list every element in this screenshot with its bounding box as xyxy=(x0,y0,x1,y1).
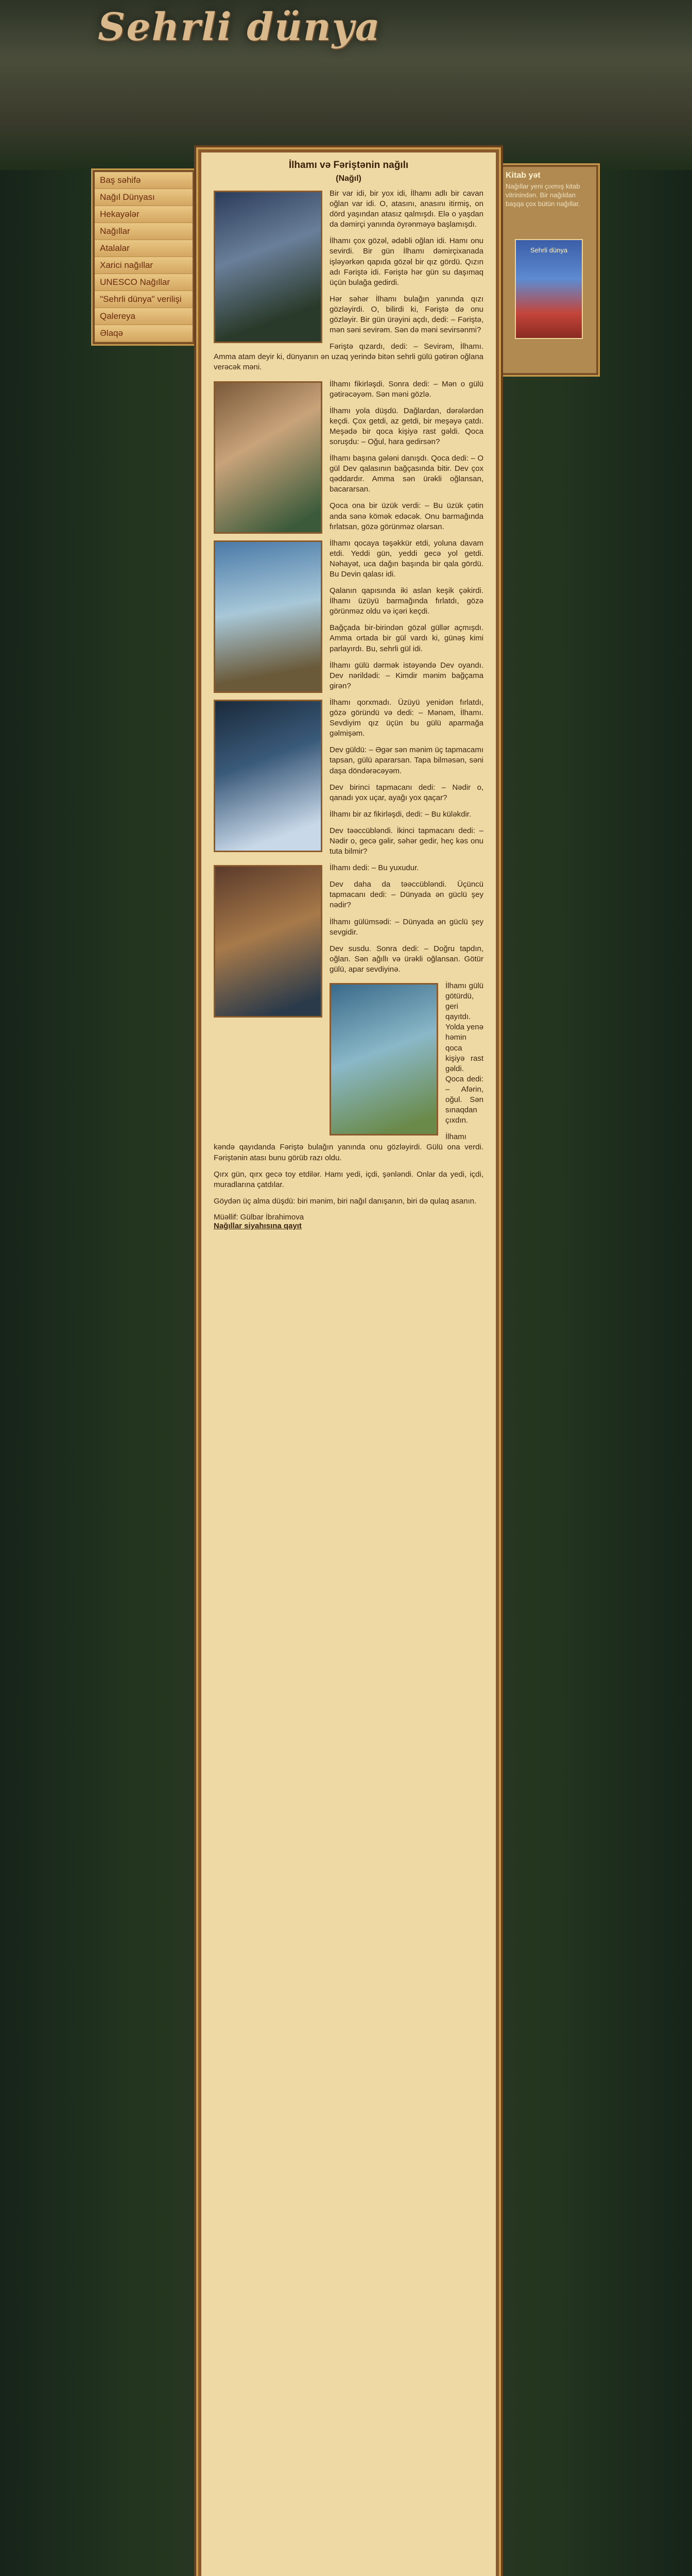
author-label: Müəllif: Gülbar İbrahimova xyxy=(214,1212,304,1222)
paragraph: İlhamı gülü götürdü, geri qayıtdı. Yolda yenə həmin qoca kişiyə rast gəldi. Qoca dedi: – Afərin, oğul. Sən sınaqdan çıxdın. xyxy=(445,981,483,1125)
paragraph: İlhamı dedi: – Bu yuxudur. xyxy=(330,863,419,873)
nav-item-tale-world[interactable]: Nağıl Dünyası xyxy=(95,189,193,206)
nav-item-home[interactable]: Baş səhifə xyxy=(95,172,193,189)
illustration-image xyxy=(214,381,322,534)
nav-item-contact[interactable]: Əlaqə xyxy=(95,325,193,342)
paragraph: İlhamı qocaya təşəkkür etdi, yoluna davam etdi. Yeddi gün, yeddi gecə yol getdi. Nəhayət, uca dağın başında bir qala gördü. Bu Devin qalası idi. xyxy=(330,538,483,579)
paragraph: Dev birinci tapmacanı dedi: – Nədir o, qanadı yox uçar, ayağı yox qaçar? xyxy=(330,783,483,802)
paragraph: Bağçada bir-birindən gözəl güllər açmışdı. Amma ortada bir gül vardı ki, günəş kimi parlayırdı. Bu, sehrli gül idi. xyxy=(330,623,483,653)
book-cover-image[interactable] xyxy=(515,239,583,339)
illustration-image xyxy=(330,983,438,1136)
back-to-list-link[interactable]: Nağıllar siyahısına qayıt xyxy=(214,1221,302,1230)
left-navigation xyxy=(93,170,195,344)
book-title: Sehrli dünya xyxy=(530,246,568,254)
paragraph: İlhamı fikirləşdi. Sonra dedi: – Mən o gülü gətirəcəyəm. Sən məni gözlə. xyxy=(330,379,483,399)
paragraph: İlhamı gülümsədi: – Dünyada ən güclü şey sevgidir. xyxy=(330,917,483,937)
illustration-image xyxy=(214,540,322,693)
paragraph: Dev təəccübləndi. İkinci tapmacanı dedi: – Nədir o, gecə gəlir, səhər gedir, heç kəs onu tuta bilmir? xyxy=(330,826,483,856)
article-footer xyxy=(201,1213,496,1241)
paragraph: İlhamı yola düşdü. Dağlardan, dərələrdən keçdi. Çox getdi, az getdi, bir meşəyə çatdı. Meşədə bir qoca kişiyə rast gəldi. Qoca soruşdu: – Oğul, hara gedirsən? xyxy=(330,406,483,446)
paragraph: Fəriştə qızardı, dedi: – Sevirəm, İlhamı. Amma atam deyir ki, dünyanın ən uzaq yerində bitən sehrli gülü gətirən oğlana verəcək məni. xyxy=(214,342,483,372)
paragraph: Göydən üç alma düşdü: biri mənim, biri nağıl danışanın, biri də qulaq asanın. xyxy=(214,1196,477,1206)
nav-item-tales[interactable]: Nağıllar xyxy=(95,223,193,240)
paragraph: İlhamı qorxmadı. Üzüyü yenidən fırlatdı, gözə göründü və dedi: – Mənəm, İlhamı. Sevdiyim qız üçün bu gülü aparmağa gəlmişəm. xyxy=(330,698,483,738)
nav-item-foreign-tales[interactable]: Xarici nağıllar xyxy=(95,257,193,274)
paragraph: İlhamı gülü dərmək istəyəndə Dev oyandı. Dev nərildədi: – Kimdir mənim bağçama girən? xyxy=(330,660,483,690)
paragraph: Dev susdu. Sonra dedi: – Doğru tapdın, oğlan. Sən ağıllı və ürəkli oğlansan. Götür gülü, apar sevdiyinə. xyxy=(330,944,483,974)
article-panel xyxy=(198,149,499,2576)
paragraph: Qalanın qapısında iki aslan keşik çəkirdi. İlhamı üzüyü barmağında fırlatdı, gözə görünməz oldu və içəri keçdi. xyxy=(330,586,483,616)
paragraph: İlhamı çox gözəl, ədəbli oğlan idi. Hamı onu sevirdi. Bir gün İlhamı dəmirçixanada işləyərkən qapıda gözəl bir qız gördü. Qızın adı Fəriştə idi. Fəriştə hər gün su daşımaq üçün bulağa gedirdi. xyxy=(330,236,483,287)
paragraph: Dev daha da təəccübləndi. Üçüncü tapmacanı dedi: – Dünyada ən güclü şey nədir? xyxy=(330,880,483,910)
paragraph: Bir var idi, bir yox idi, İlhamı adlı bir cavan oğlan var idi. O, atasını, anasını itirmiş, on dörd yaşından atasız qalmışdı. Elə o yaşdan da dəmirçi yanında öyrənməyə başlamışdı. xyxy=(330,189,483,229)
paragraph: İlhamı başına gələni danışdı. Qoca dedi: – O gül Dev qalasının bağçasında bitir. Dev çox qəddardır. Amma sən ürəkli oğlansan, bacararsan. xyxy=(330,454,483,494)
paragraph: Hər səhər İlhamı bulağın yanında qızı gözləyirdi. O, bilirdi ki, Fəriştə də onu gözləyir. Bir gün ürəyini açdı, dedi: – Fəriştə, mən səni sevirəm. Sən də məni sevirsənmi? xyxy=(330,294,483,335)
paragraph: Qırx gün, qırx gecə toy etdilər. Hamı yedi, içdi, şənləndi. Onlar da yedi, içdi, muradlarına çatdılar. xyxy=(214,1170,483,1189)
side-text: Nağıllar yeni çıxmış kitab vitrinindən. Bir nağıldan başqa çox bütün nağıllar. xyxy=(506,182,580,208)
nav-item-unesco-tales[interactable]: UNESCO Nağıllar xyxy=(95,274,193,291)
nav-item-tv-show[interactable]: "Sehrli dünya" verilişi xyxy=(95,291,193,308)
illustration-image xyxy=(214,865,322,1018)
paragraph: Qoca ona bir üzük verdi: – Bu üzük çətin anda sənə kömək edəcək. Onu barmağında fırlatsan, gözə görünməz olarsan. xyxy=(330,501,483,531)
article-content xyxy=(201,189,496,1207)
paragraph: Dev güldü: – Əgər sən mənim üç tapmacamı tapsan, gülü apararsan. Tapa bilməsən, səni daşa döndərəcəyəm. xyxy=(330,745,483,775)
right-book-box xyxy=(498,165,598,375)
site-logo[interactable]: Sehrli dünya xyxy=(98,5,381,49)
illustration-image xyxy=(214,700,322,852)
paragraph: İlhamı bir az fikirləşdi, dedi: – Bu küləkdir. xyxy=(330,809,472,819)
nav-item-sayings[interactable]: Atalalar xyxy=(95,240,193,257)
nav-item-stories[interactable]: Hekayələr xyxy=(95,206,193,223)
article-title: İlhamı və Fəriştənin nağılı xyxy=(288,160,409,171)
illustration-image xyxy=(214,191,322,343)
paragraph: İlhamı kəndə qayıdanda Fəriştə bulağın yanında onu gözləyirdi. Gülü ona verdi. Fəriştənin atası bunu görüb razı oldu. xyxy=(214,1132,483,1162)
side-title: Kitab yət xyxy=(506,171,541,180)
nav-item-gallery[interactable]: Qalereya xyxy=(95,308,193,325)
article-subtitle: (Nağıl) xyxy=(336,174,361,183)
